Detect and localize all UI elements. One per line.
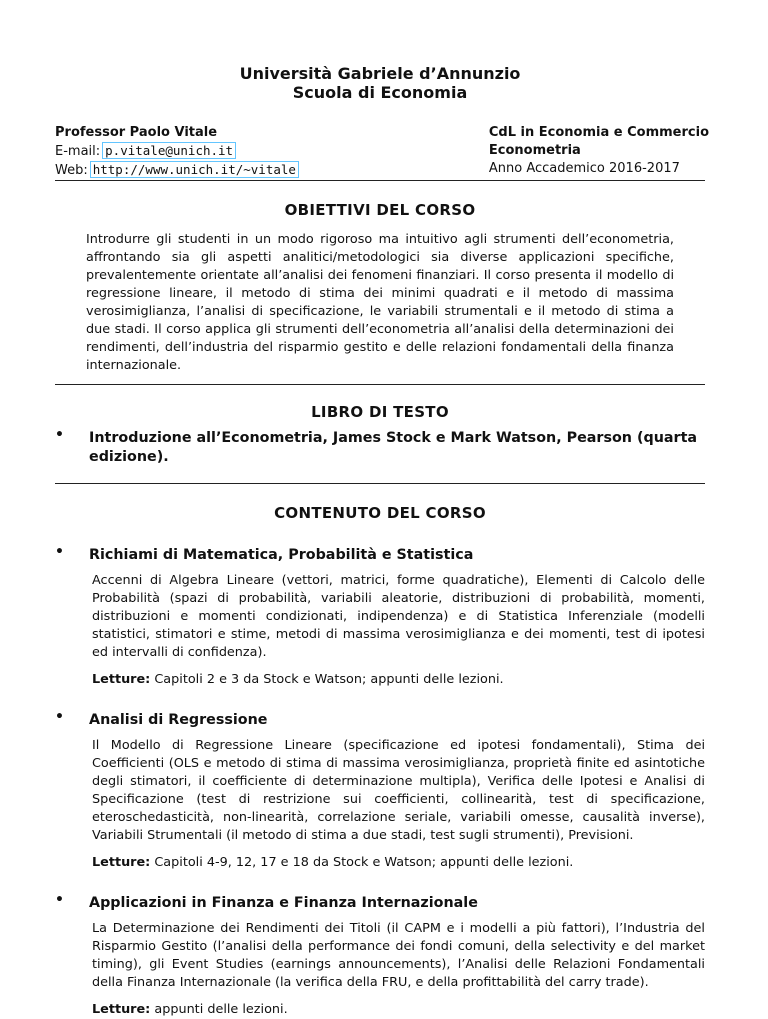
course-info	[489, 124, 709, 180]
readings-label: Letture:	[92, 855, 151, 870]
objectives-title: OBIETTIVI DEL CORSO	[284, 201, 476, 219]
content-title: CONTENUTO DEL CORSO	[274, 504, 486, 522]
topic-item	[55, 892, 705, 911]
web-label: Web:	[55, 163, 88, 178]
topic-details	[55, 920, 705, 1019]
topic-title: Applicazioni in Finanza e Finanza Internazionale	[89, 895, 478, 911]
course-name: Econometria	[488, 143, 581, 158]
readings	[92, 671, 705, 689]
bullet-icon: •	[55, 427, 64, 443]
topic-title: Analisi di Regressione	[89, 712, 268, 728]
topic-body: Accenni di Algebra Lineare (vettori, matrici, forme quadratiche), Elementi di Calcolo delle Probabilità (spazi di probabilità, variabili aleatorie, distribuzioni di probabilità, momenti, distribuzioni e momenti condizionati, indipendenza) e di Statistica Inferenziale (modelli statistici, stimatori e stime, metodi di massima verosimiglianza e dei momenti, test di ipotesi ed intervalli di confidenza).	[92, 573, 705, 660]
web-link[interactable]: http://www.unich.it/~vitale	[90, 161, 299, 178]
readings-text: Capitoli 4-9, 12, 17 e 18 da Stock e Watson; appunti delle lezioni.	[154, 855, 574, 870]
university-name: Università Gabriele d’Annunzio	[239, 64, 521, 83]
academic-year: Anno Accademico 2016-2017	[488, 161, 680, 176]
email-line	[55, 142, 299, 161]
email-label: E-mail:	[55, 144, 101, 159]
textbook-item	[55, 427, 705, 465]
topic-details	[55, 737, 705, 872]
divider	[55, 384, 705, 385]
syllabus-page	[55, 0, 709, 1019]
bullet-icon: •	[55, 709, 64, 725]
textbook-text: Introduzione all’Econometria, James Stock e Mark Watson, Pearson (quarta edizione).	[89, 430, 698, 465]
divider	[55, 483, 705, 484]
professor-info	[55, 124, 299, 180]
divider	[55, 180, 705, 181]
bullet-icon: •	[55, 892, 64, 908]
topic-body: La Determinazione dei Rendimenti dei Titoli (il CAPM e i modelli a più fattori), l’Industria del Risparmio Gestito (l’analisi della performance dei fondi comuni, della selectivity e del market timing), gli Event Studies (earnings announcements), l’Analisi delle Relazioni Fondamentali della Finanza Internazionale (la verifica della FRU, e della profittabilità del carry trade).	[92, 921, 705, 990]
readings	[92, 854, 705, 872]
topic-title: Richiami di Matematica, Probabilità e Statistica	[89, 547, 474, 563]
objectives-text: Introdurre gli studenti in un modo rigoroso ma intuitivo agli strumenti dell’econometria, affrontando sia gli aspetti analitici/metodologici sia diverse applicazioni specifiche, prevalentemente orientate all’analisi dei fenomeni finanziari. Il corso presenta il modello di regressione lineare, il metodo di stima dei minimi quadrati e il metodo di massima verosimiglianza, l’analisi di specificazione, le variabili strumentali e il metodo di stima a due stadi. Il corso applica gli strumenti dell’econometria all’analisi della determinazioni dei rendimenti, dell’industria del risparmio gestito e delle relazioni fondamentali della finanza internazionale.	[86, 232, 674, 373]
bullet-icon: •	[55, 544, 64, 560]
header-info	[55, 124, 709, 180]
textbook-title: LIBRO DI TESTO	[311, 403, 449, 421]
readings-text: appunti delle lezioni.	[154, 1002, 288, 1017]
email-link[interactable]: p.vitale@unich.it	[102, 142, 236, 159]
school-name: Scuola di Economia	[292, 83, 468, 102]
topic-details	[55, 572, 705, 689]
topic-body: Il Modello di Regressione Lineare (specificazione ed ipotesi fondamentali), Stima dei Coefficienti (OLS e metodo di stima di massima verosimiglianza, proprietà finite ed asintotiche degli stimatori, il coefficiente di determinazione multipla), Verifica delle Ipotesi e Analisi di Specificazione (test di restrizione sui coefficienti, collinearità, test di specificazione, eteroschedasticità, non-linearità, correlazione seriale, variabili omesse, causalità inverse), Variabili Strumentali (il metodo di stima a due stadi, test sugli strumenti), Previsioni.	[92, 738, 705, 843]
degree-name: CdL in Economia e Commercio	[488, 125, 709, 140]
topic-item	[55, 544, 705, 563]
topic-item	[55, 709, 705, 728]
readings-text: Capitoli 2 e 3 da Stock e Watson; appunti delle lezioni.	[154, 672, 504, 687]
web-line	[55, 161, 299, 180]
readings-label: Letture:	[92, 672, 151, 687]
readings	[92, 1001, 705, 1019]
readings-label: Letture:	[92, 1002, 151, 1017]
professor-name: Professor Paolo Vitale	[55, 125, 218, 140]
